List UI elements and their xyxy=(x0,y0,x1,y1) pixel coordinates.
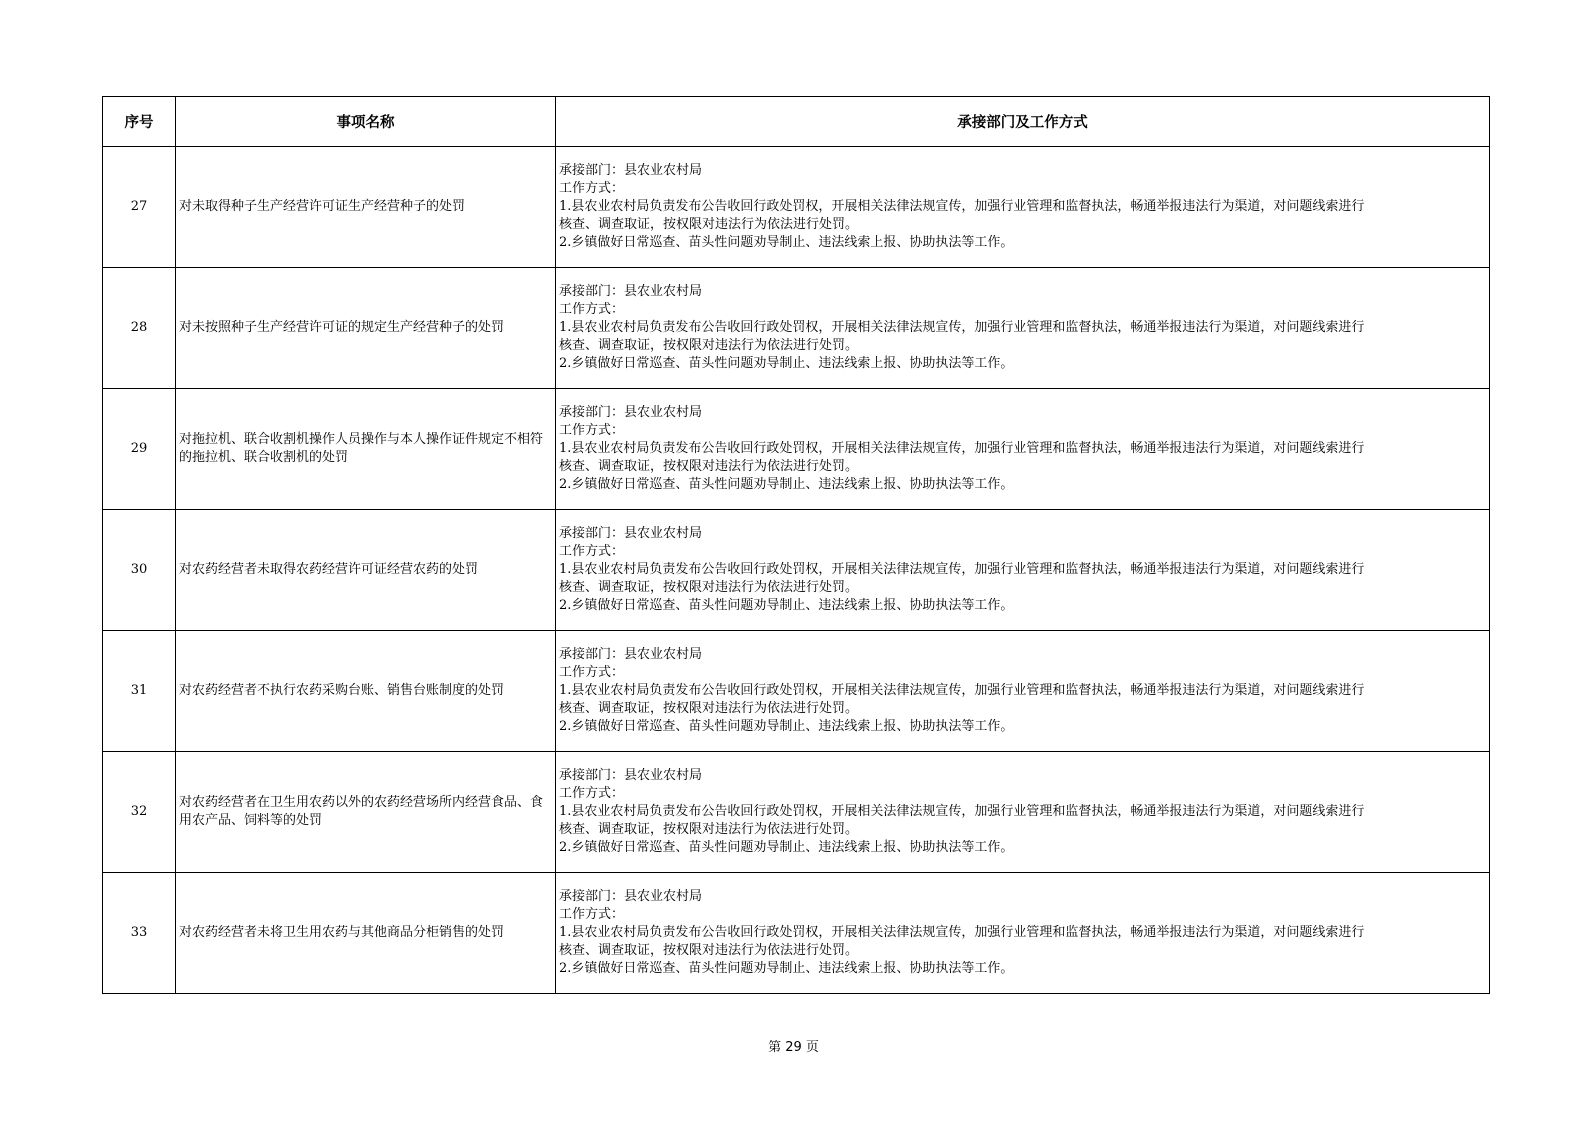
matter-name: 对拖拉机、联合收割机操作人员操作与本人操作证件规定不相符的拖拉机、联合收割机的处罚 xyxy=(176,389,556,510)
method-item-2: 2.乡镇做好日常巡查、苗头性问题劝导制止、违法线索上报、协助执法等工作。 xyxy=(559,598,1014,613)
method-item-1: 1.县农业农村局负责发布公告收回行政处罚权，开展相关法律法规宣传，加强行业管理和监督执法，畅通举报违法行为渠道，对问题线索进行 xyxy=(559,562,1365,577)
method-item-1: 1.县农业农村局负责发布公告收回行政处罚权，开展相关法律法规宣传，加强行业管理和监督执法，畅通举报违法行为渠道，对问题线索进行 xyxy=(559,925,1365,940)
header-dept: 承接部门及工作方式 xyxy=(556,97,1490,147)
table-row xyxy=(103,268,1490,389)
dept-line: 承接部门：县农业农村局 xyxy=(559,889,703,904)
dept-method-cell xyxy=(556,147,1490,268)
matter-name: 对未按照种子生产经营许可证的规定生产经营种子的处罚 xyxy=(176,268,556,389)
method-item-1: 1.县农业农村局负责发布公告收回行政处罚权，开展相关法律法规宣传，加强行业管理和监督执法，畅通举报违法行为渠道，对问题线索进行 xyxy=(559,683,1365,698)
dept-method-cell xyxy=(556,510,1490,631)
method-item-1-cont: 核查、调查取证，按权限对违法行为依法进行处罚。 xyxy=(559,580,859,595)
matter-name: 对农药经营者未取得农药经营许可证经营农药的处罚 xyxy=(176,510,556,631)
matter-name: 对农药经营者不执行农药采购台账、销售台账制度的处罚 xyxy=(176,631,556,752)
method-item-2: 2.乡镇做好日常巡查、苗头性问题劝导制止、违法线索上报、协助执法等工作。 xyxy=(559,840,1014,855)
matters-table xyxy=(102,96,1490,994)
method-item-1: 1.县农业农村局负责发布公告收回行政处罚权，开展相关法律法规宣传，加强行业管理和监督执法，畅通举报违法行为渠道，对问题线索进行 xyxy=(559,320,1365,335)
method-item-1-cont: 核查、调查取证，按权限对违法行为依法进行处罚。 xyxy=(559,943,859,958)
page-number: 第 29 页 xyxy=(768,1040,819,1055)
row-number: 29 xyxy=(103,389,176,510)
row-number: 27 xyxy=(103,147,176,268)
header-name: 事项名称 xyxy=(176,97,556,147)
method-item-1-cont: 核查、调查取证，按权限对违法行为依法进行处罚。 xyxy=(559,338,859,353)
table-row xyxy=(103,510,1490,631)
row-number: 30 xyxy=(103,510,176,631)
row-number: 28 xyxy=(103,268,176,389)
method-item-2: 2.乡镇做好日常巡查、苗头性问题劝导制止、违法线索上报、协助执法等工作。 xyxy=(559,719,1014,734)
method-item-1-cont: 核查、调查取证，按权限对违法行为依法进行处罚。 xyxy=(559,701,859,716)
method-item-1-cont: 核查、调查取证，按权限对违法行为依法进行处罚。 xyxy=(559,217,859,232)
method-item-1-cont: 核查、调查取证，按权限对违法行为依法进行处罚。 xyxy=(559,459,859,474)
dept-method-cell xyxy=(556,389,1490,510)
matter-name: 对未取得种子生产经营许可证生产经营种子的处罚 xyxy=(176,147,556,268)
row-number: 33 xyxy=(103,873,176,994)
matter-name: 对农药经营者未将卫生用农药与其他商品分柜销售的处罚 xyxy=(176,873,556,994)
method-item-2: 2.乡镇做好日常巡查、苗头性问题劝导制止、违法线索上报、协助执法等工作。 xyxy=(559,961,1014,976)
method-label: 工作方式： xyxy=(559,181,625,196)
method-item-1: 1.县农业农村局负责发布公告收回行政处罚权，开展相关法律法规宣传，加强行业管理和监督执法，畅通举报违法行为渠道，对问题线索进行 xyxy=(559,199,1365,214)
dept-method-cell xyxy=(556,268,1490,389)
method-label: 工作方式： xyxy=(559,544,625,559)
dept-line: 承接部门：县农业农村局 xyxy=(559,163,703,178)
method-label: 工作方式： xyxy=(559,423,625,438)
method-item-2: 2.乡镇做好日常巡查、苗头性问题劝导制止、违法线索上报、协助执法等工作。 xyxy=(559,235,1014,250)
table-body xyxy=(103,147,1490,994)
method-label: 工作方式： xyxy=(559,665,625,680)
header-row xyxy=(103,97,1490,147)
dept-method-cell xyxy=(556,631,1490,752)
method-label: 工作方式： xyxy=(559,907,625,922)
dept-line: 承接部门：县农业农村局 xyxy=(559,526,703,541)
table-row xyxy=(103,873,1490,994)
dept-line: 承接部门：县农业农村局 xyxy=(559,284,703,299)
row-number: 31 xyxy=(103,631,176,752)
method-item-2: 2.乡镇做好日常巡查、苗头性问题劝导制止、违法线索上报、协助执法等工作。 xyxy=(559,356,1014,371)
method-item-1: 1.县农业农村局负责发布公告收回行政处罚权，开展相关法律法规宣传，加强行业管理和监督执法，畅通举报违法行为渠道，对问题线索进行 xyxy=(559,804,1365,819)
matter-name: 对农药经营者在卫生用农药以外的农药经营场所内经营食品、食用农产品、饲料等的处罚 xyxy=(176,752,556,873)
dept-method-cell xyxy=(556,873,1490,994)
method-label: 工作方式： xyxy=(559,302,625,317)
table-row xyxy=(103,389,1490,510)
dept-line: 承接部门：县农业农村局 xyxy=(559,647,703,662)
table-row xyxy=(103,752,1490,873)
dept-method-cell xyxy=(556,752,1490,873)
table-row xyxy=(103,147,1490,268)
table-header xyxy=(103,97,1490,147)
row-number: 32 xyxy=(103,752,176,873)
table-row xyxy=(103,631,1490,752)
method-item-1-cont: 核查、调查取证，按权限对违法行为依法进行处罚。 xyxy=(559,822,859,837)
dept-line: 承接部门：县农业农村局 xyxy=(559,768,703,783)
dept-line: 承接部门：县农业农村局 xyxy=(559,405,703,420)
method-label: 工作方式： xyxy=(559,786,625,801)
method-item-1: 1.县农业农村局负责发布公告收回行政处罚权，开展相关法律法规宣传，加强行业管理和监督执法，畅通举报违法行为渠道，对问题线索进行 xyxy=(559,441,1365,456)
header-no: 序号 xyxy=(103,97,176,147)
method-item-2: 2.乡镇做好日常巡查、苗头性问题劝导制止、违法线索上报、协助执法等工作。 xyxy=(559,477,1014,492)
